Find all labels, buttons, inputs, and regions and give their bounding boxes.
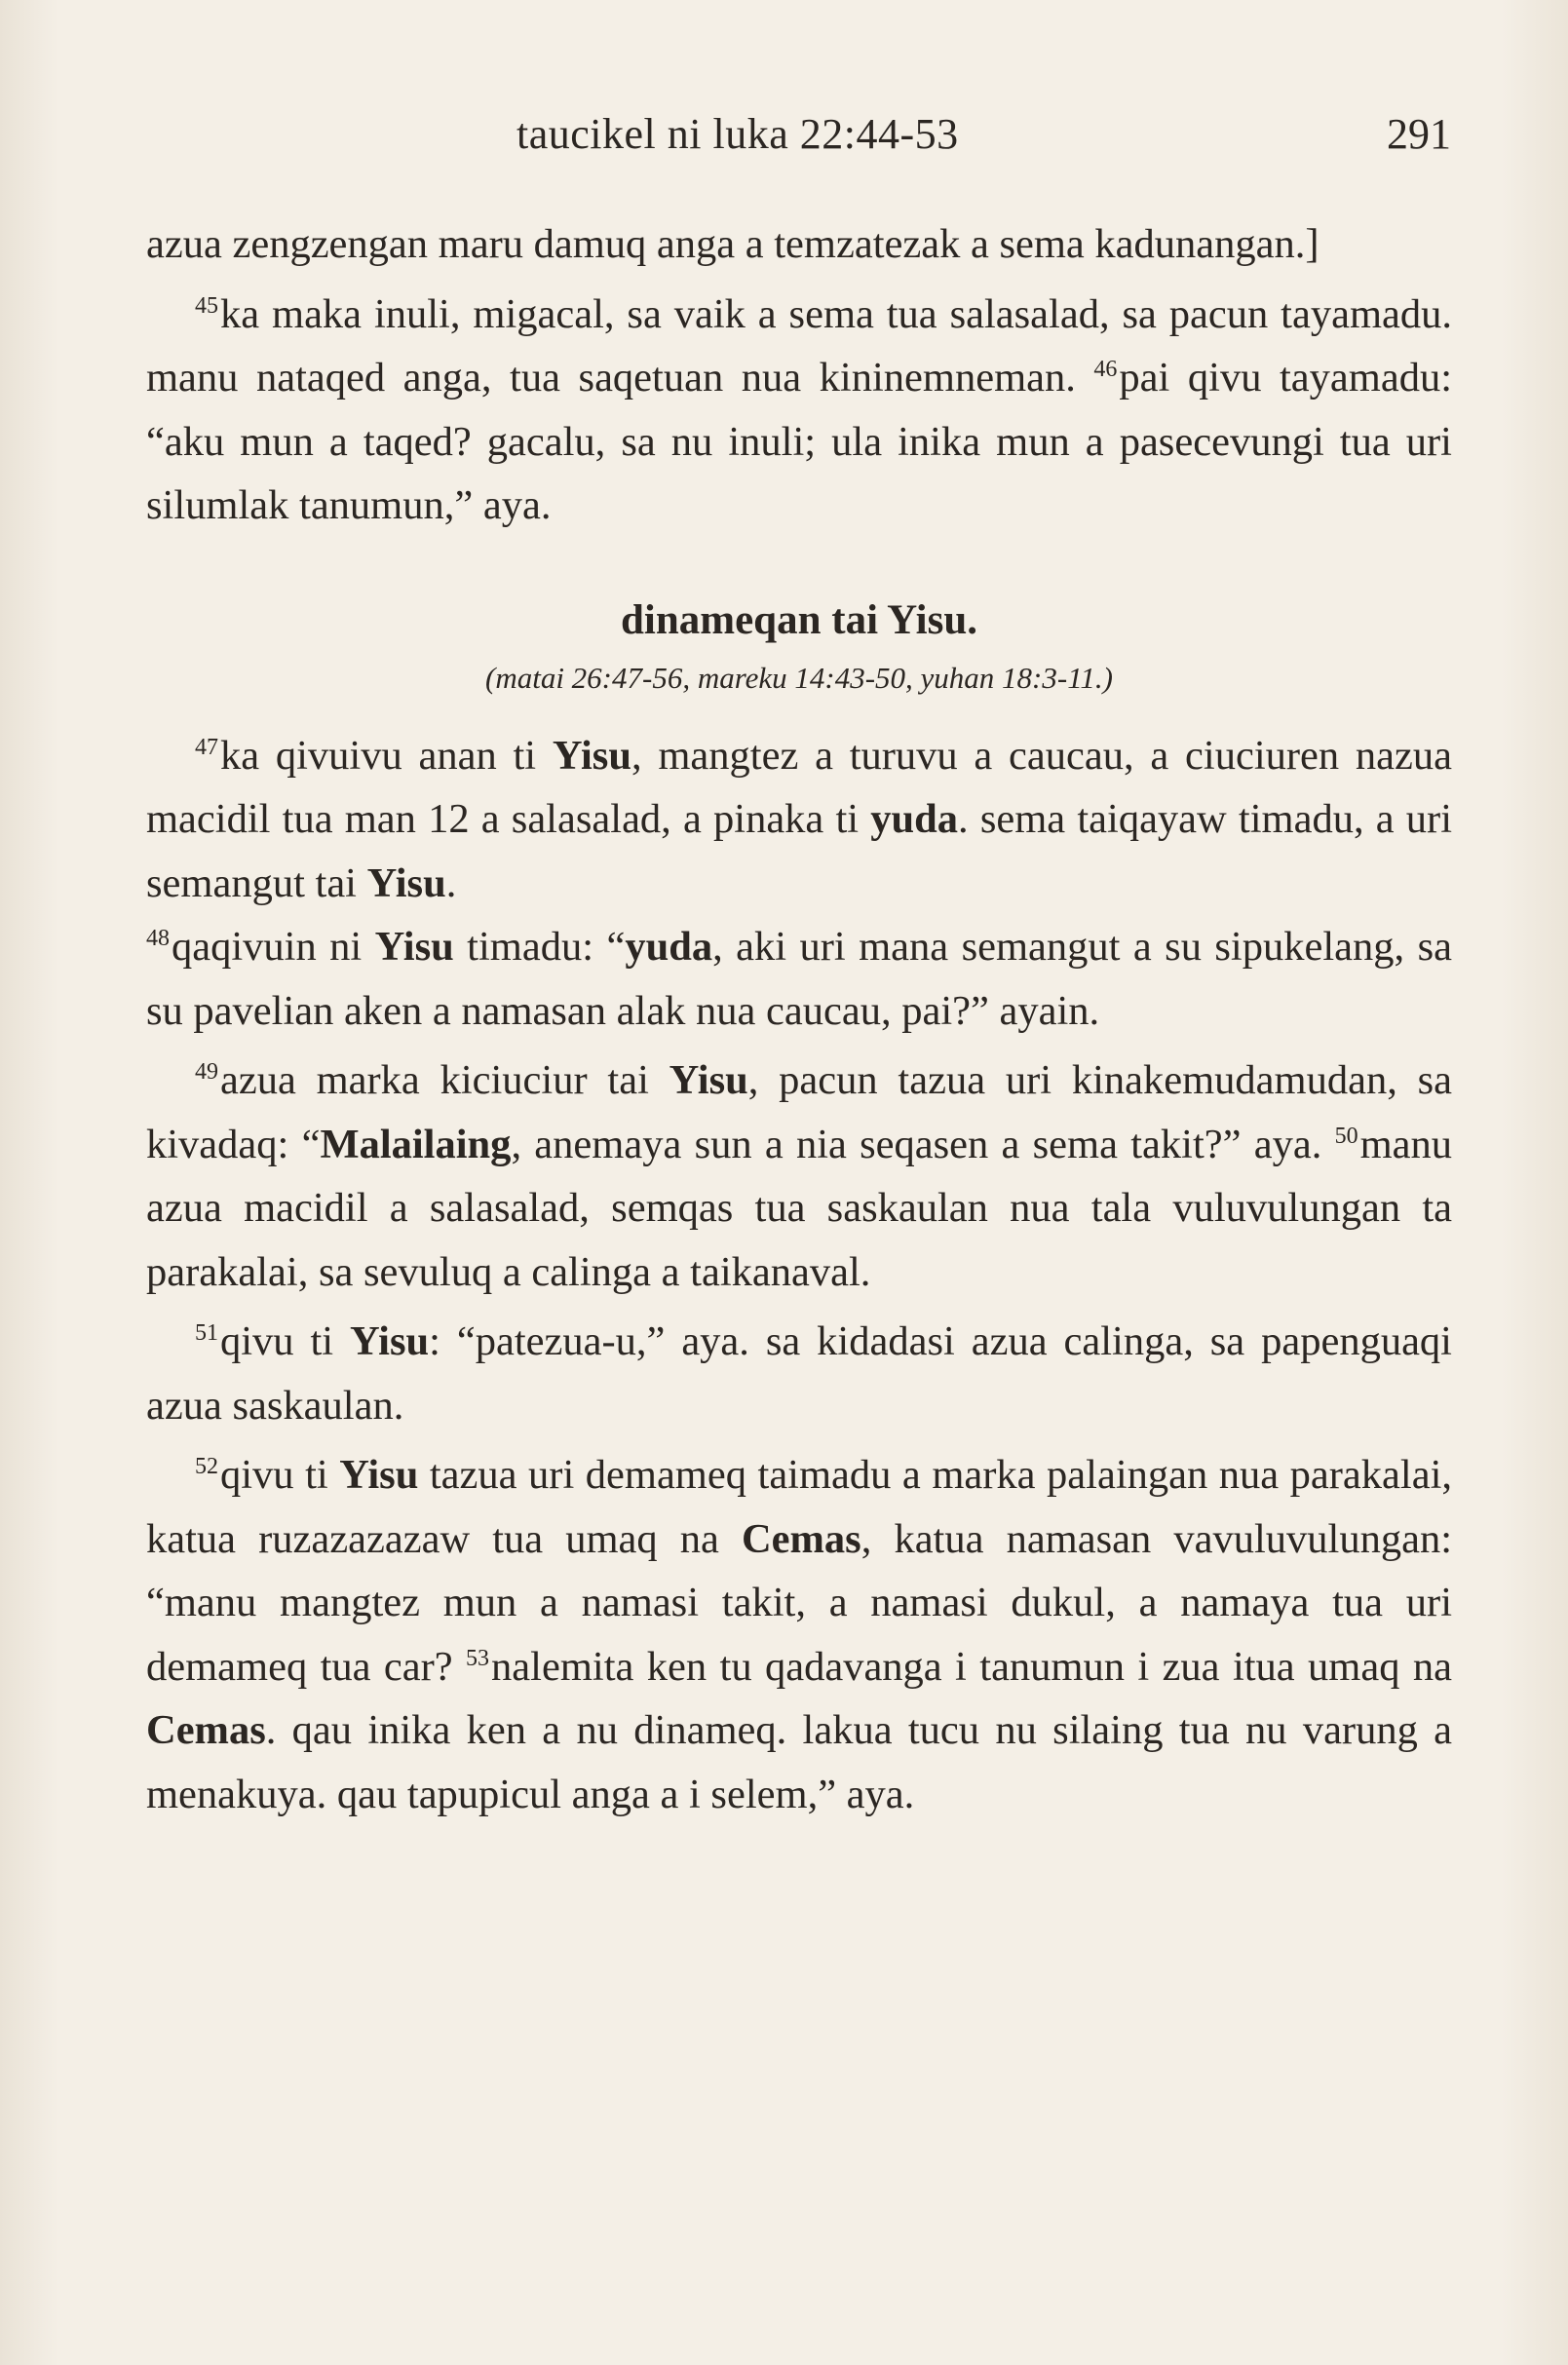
running-head: taucikel ni luka 22:44-53 <box>516 110 959 158</box>
text-50: manu azua macidil a salasalad, semqas tua saskaulan nua tala vuluvulungan ta parakalai, sa sevuluq a calinga a taikanaval. <box>146 1121 1452 1295</box>
text-49a: azua marka kiciuciur tai <box>220 1057 669 1103</box>
paragraph-51 <box>146 1310 1452 1437</box>
name-cemas: Cemas <box>146 1707 266 1753</box>
verse-number-52: 52 <box>195 1454 218 1479</box>
name-yisu: Yisu <box>669 1057 748 1103</box>
name-yisu: Yisu <box>339 1452 419 1498</box>
name-yuda: yuda <box>625 924 713 970</box>
verse-number-45: 45 <box>195 292 218 319</box>
text-49b: , pacun tazua uri kinakemudamudan, sa kivadaq: “ <box>146 1057 1452 1167</box>
name-yisu: Yisu <box>366 859 446 906</box>
paragraph-44 <box>146 212 1452 277</box>
text-44: azua zengzengan maru damuq anga a temzatezak a sema kadunangan.] <box>146 221 1319 267</box>
text-52b: tazua uri demameq taimadu a marka palaingan nua parakalai, katua ruzazazazaw tua umaq na <box>146 1452 1452 1562</box>
text-47d: . <box>445 859 457 906</box>
page-header <box>146 109 1451 177</box>
text-46: pai qivu tayamadu: “aku mun a taqed? gacalu, sa nu inuli; ula inika mun a pasecevungi tua uri silumlak tanumun,” aya. <box>146 355 1453 528</box>
verse-number-47: 47 <box>195 734 218 760</box>
name-cemas: Cemas <box>741 1515 861 1562</box>
text-45: ka maka inuli, migacal, sa vaik a sema tua salasalad, sa pacun tayamadu. manu nataqed anga, tua saqetuan nua kininemneman. <box>146 290 1452 401</box>
section-cross-reference: (matai 26:47-56, mareku 14:43-50, yuhan 18:3-11.) <box>485 660 1113 695</box>
paragraph-47-48 <box>146 724 1452 1044</box>
text-52a: qivu ti <box>220 1452 340 1498</box>
text-48a: qaqivuin ni <box>172 924 375 970</box>
text-48b: timadu: “ <box>453 924 626 970</box>
paragraph-49-50 <box>146 1049 1452 1304</box>
section-title: dinameqan tai Yisu. <box>621 596 977 643</box>
text-47a: ka qivuivu anan ti <box>220 732 553 779</box>
text-51b: : “patezua-u,” aya. sa kidadasi azua calinga, sa papenguaqi azua saskaulan. <box>146 1318 1452 1429</box>
paragraph-45-46 <box>146 283 1452 538</box>
text-49c: , anemaya sun a nia seqasen a sema takit?” aya. <box>511 1121 1322 1167</box>
verse-number-50: 50 <box>1334 1123 1358 1149</box>
verse-number-53: 53 <box>466 1645 490 1671</box>
verse-number-46: 46 <box>1093 357 1118 382</box>
name-yisu: Yisu <box>350 1318 430 1364</box>
verse-number-49: 49 <box>195 1059 218 1085</box>
paragraph-52-53 <box>146 1443 1452 1826</box>
text-51a: qivu ti <box>220 1318 351 1364</box>
text-47c: . sema taiqayaw timadu, a uri semangut tai <box>146 796 1452 906</box>
text-47b: , mangtez a turuvu a caucau, a ciuciuren nazua macidil tua man 12 a salasalad, a pinaka ti <box>146 732 1452 842</box>
text-52c: , katua namasan vavuluvulungan: “manu mangtez mun a namasi takit, a namasi dukul, a namaya tua uri demameq tua car? <box>146 1515 1452 1690</box>
text-53b: . qau inika ken a nu dinameq. lakua tucu nu silaing tua nu varung a menakuya. qau tapupicul anga a i selem,” aya. <box>146 1707 1452 1817</box>
name-malailaing: Malailaing <box>320 1121 512 1167</box>
verse-number-51: 51 <box>195 1320 218 1346</box>
name-yisu: Yisu <box>552 732 631 779</box>
page-number: 291 <box>1387 110 1451 158</box>
page-body <box>146 212 1452 1826</box>
text-48c: , aki uri mana semangut a su sipukelang, sa su pavelian aken a namasan alak nua caucau, pai?” ayain. <box>146 924 1452 1034</box>
name-yisu: Yisu <box>374 924 454 970</box>
verse-number-48: 48 <box>146 926 170 951</box>
name-yuda: yuda <box>870 796 959 842</box>
text-53a: nalemita ken tu qadavanga i tanumun i zua itua umaq na <box>491 1643 1452 1690</box>
